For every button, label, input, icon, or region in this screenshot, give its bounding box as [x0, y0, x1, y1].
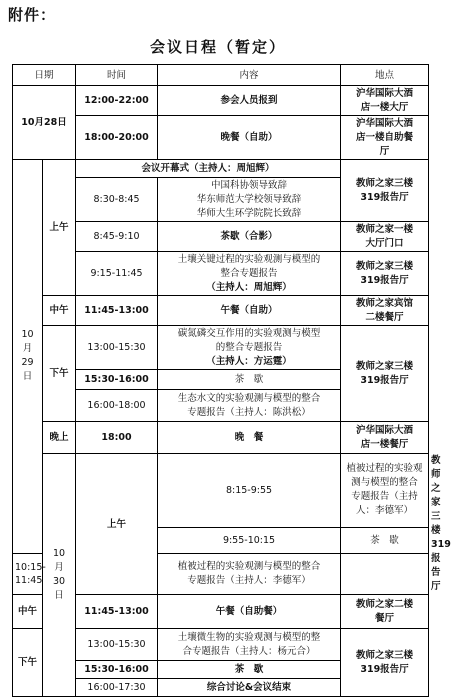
location-cell — [341, 116, 429, 160]
content-line: 专题报告（主持人：陈洪松） — [187, 406, 311, 418]
location-line: 教师之家三楼 — [356, 177, 414, 189]
table-row — [13, 252, 429, 296]
date-cell-day1: 10月28日 — [13, 86, 76, 160]
table-row — [13, 116, 429, 160]
content-line: 土壤关键过程的实验观测与模型的 — [177, 253, 321, 265]
location-line: 沪华国际大酒 — [356, 117, 414, 129]
location-cell — [341, 296, 429, 326]
location-line: 319报告厅 — [360, 374, 409, 386]
date-cell-day2 — [13, 160, 43, 554]
schedule-table — [12, 64, 451, 697]
content-line: 碳氮磷交互作用的实验观测与模型 — [177, 327, 321, 339]
opening-cell: 会议开幕式（主持人：周旭辉） — [76, 160, 341, 178]
location-line: 店一楼大厅 — [360, 101, 409, 113]
content-cell: 茶歇（合影） — [158, 222, 341, 252]
column-header-time: 时间 — [76, 65, 158, 86]
time-cell: 15:30-16:00 — [76, 661, 158, 679]
period-morning: 上午 — [43, 160, 76, 296]
location-line: 教师之家一楼 — [356, 223, 414, 235]
location-cell — [341, 160, 429, 222]
table-row — [13, 629, 429, 661]
content-line: 植被过程的实验观测与模型的整合 — [177, 560, 321, 572]
location-line: 教师之家三楼 — [356, 649, 414, 661]
content-line: 中国科协领导致辞 — [211, 179, 288, 191]
content-line: （主持人：方运霆） — [206, 355, 292, 367]
date-char: 日 — [22, 371, 33, 383]
content-cell — [158, 553, 341, 594]
date-char: 30 — [52, 576, 66, 587]
table-row — [13, 595, 429, 629]
period-noon: 中午 — [13, 595, 43, 629]
location-cell — [341, 595, 429, 629]
content-cell — [158, 326, 341, 370]
content-cell: 参会人员报到 — [158, 86, 341, 116]
time-cell: 8:15-9:55 — [158, 454, 341, 528]
content-cell — [341, 454, 429, 528]
location-cell — [341, 86, 429, 116]
location-cell — [341, 422, 429, 454]
table-row — [13, 222, 429, 252]
time-cell: 13:00-15:30 — [76, 629, 158, 661]
table-row — [13, 422, 429, 454]
time-cell: 11:45-13:00 — [76, 595, 158, 629]
date-char: 月 — [22, 343, 33, 355]
content-line: 的整合专题报告 — [215, 341, 283, 353]
time-cell: 15:30-16:00 — [76, 370, 158, 390]
content-cell — [158, 390, 341, 422]
page-title: 会议日程（暂定） — [149, 38, 286, 56]
time-cell: 18:00-20:00 — [76, 116, 158, 160]
attachment-label: 附件： — [8, 6, 57, 24]
date-cell-day3 — [43, 454, 76, 697]
location-line: 大厅门口 — [365, 237, 404, 249]
content-cell: 茶 歇 — [158, 661, 341, 679]
column-header-content: 内容 — [158, 65, 341, 86]
period-afternoon: 下午 — [43, 326, 76, 422]
content-line: 华东师范大学校领导致辞 — [196, 193, 302, 205]
location-line: 319报告厅 — [360, 191, 409, 203]
table-header-row — [13, 65, 429, 86]
content-line: （主持人：周旭辉） — [206, 281, 292, 293]
location-line: 店一楼自助餐 — [356, 131, 414, 143]
content-cell: 午餐（自助餐） — [158, 595, 341, 629]
time-cell: 12:00-22:00 — [76, 86, 158, 116]
period-noon: 中午 — [43, 296, 76, 326]
content-cell: 茶 歇 — [158, 370, 341, 390]
content-cell: 茶 歇 — [341, 527, 429, 553]
content-line: 合专题报告（主持人：杨元合） — [182, 645, 316, 657]
time-cell: 10:15-11:45 — [13, 553, 43, 594]
column-header-date: 日期 — [13, 65, 76, 86]
period-afternoon: 下午 — [13, 629, 43, 697]
location-line: 教师之家二楼 — [356, 598, 414, 610]
date-char: 月 — [54, 562, 64, 573]
location-line: 教师之家宾馆 — [356, 297, 414, 309]
content-cell: 综合讨论&会议结束 — [158, 679, 341, 697]
time-cell: 8:30-8:45 — [76, 178, 158, 222]
time-cell: 11:45-13:00 — [76, 296, 158, 326]
location-line: 店一楼餐厅 — [360, 438, 409, 450]
location-cell — [341, 629, 429, 697]
period-morning: 上午 — [76, 454, 158, 595]
content-cell: 午餐（自助） — [158, 296, 341, 326]
time-cell: 16:00-18:00 — [76, 390, 158, 422]
table-row — [13, 296, 429, 326]
location-line: 二楼餐厅 — [365, 311, 404, 323]
location-cell — [341, 252, 429, 296]
content-cell — [158, 629, 341, 661]
time-cell: 18:00 — [76, 422, 158, 454]
period-evening: 晚上 — [43, 422, 76, 454]
location-line: 沪华国际大酒 — [356, 87, 414, 99]
table-row — [13, 160, 429, 178]
date-char: 29 — [21, 357, 34, 369]
content-cell: 晚餐（自助） — [158, 116, 341, 160]
location-line: 餐厅 — [375, 612, 395, 624]
location-line: 教师之家三楼 — [356, 260, 414, 272]
content-line: 生态水文的实验观测与模型的整合 — [177, 392, 321, 404]
time-cell: 8:45-9:10 — [76, 222, 158, 252]
time-cell: 9:55-10:15 — [158, 527, 341, 553]
location-cell — [341, 222, 429, 252]
time-cell: 16:00-17:30 — [76, 679, 158, 697]
date-char: 10 — [21, 329, 34, 341]
location-line: 厅 — [379, 145, 390, 157]
date-char: 10 — [52, 548, 66, 559]
location-line: 319报告厅 — [360, 274, 409, 286]
location-line: 沪华国际大酒 — [356, 424, 414, 436]
content-cell — [158, 252, 341, 296]
location-cell — [341, 326, 429, 422]
content-line: 专题报告（主持人：李德军） — [351, 491, 418, 517]
content-line: 植被过程的实验观测与模型的整合 — [346, 463, 423, 489]
content-line: 专题报告（主持人：李德军） — [187, 574, 311, 586]
content-line: 土壤微生物的实验观测与模型的整 — [177, 631, 321, 643]
content-line: 整合专题报告 — [220, 267, 278, 279]
column-header-location: 地点 — [341, 65, 429, 86]
table-row — [13, 86, 429, 116]
content-cell — [158, 178, 341, 222]
location-line: 319报告厅 — [360, 663, 409, 675]
time-cell: 9:15-11:45 — [76, 252, 158, 296]
time-cell: 13:00-15:30 — [76, 326, 158, 370]
date-char: 日 — [54, 590, 64, 601]
content-cell: 晚 餐 — [158, 422, 341, 454]
content-line: 华师大生环学院院长致辞 — [196, 207, 302, 219]
location-line: 教师之家三楼 — [356, 360, 414, 372]
table-row: 10 月 30 日 上午 8:15-9:55 植被过程的实验观测与模型的整合 专题报告（主持人：李德军） 教师之家三楼 319报告厅 — [13, 454, 429, 528]
table-row — [13, 326, 429, 370]
